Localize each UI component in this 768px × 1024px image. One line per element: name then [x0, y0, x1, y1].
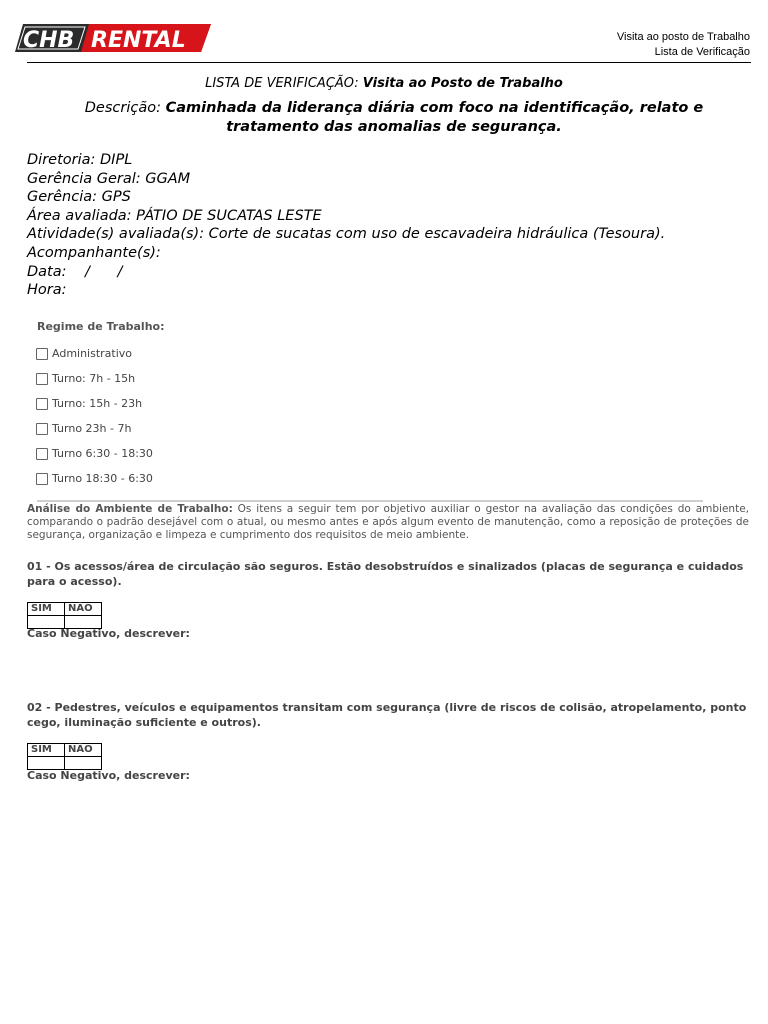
- checkbox[interactable]: [36, 423, 48, 435]
- regime-title: Regime de Trabalho:: [37, 320, 165, 333]
- regime-option-turno-1830-630[interactable]: [36, 466, 153, 491]
- analysis-heading: Análise do Ambiente de Trabalho:: [27, 503, 233, 515]
- data-field[interactable]: Data: / /: [27, 263, 123, 280]
- regime-option-turno-15-23[interactable]: [36, 391, 153, 416]
- question-02: 02 - Pedestres, veículos e equipamentos transitam com segurança (livre de riscos de colisão, atropelamento, ponto cego, iluminação suficiente e outros).: [27, 701, 747, 729]
- page-title: [0, 76, 768, 91]
- info-block: [27, 151, 747, 300]
- area-avaliada: Área avaliada: PÁTIO DE SUCATAS LESTE: [27, 207, 322, 224]
- caso-negativo-01: Caso Negativo, descrever:: [27, 627, 190, 640]
- yes-no-table-01: [27, 602, 102, 629]
- sim-header: SIM: [28, 744, 65, 757]
- hora-field[interactable]: Hora:: [27, 282, 67, 299]
- regime-option-label: Turno 23h - 7h: [52, 422, 132, 435]
- atividade-avaliada: Atividade(s) avaliada(s): Corte de sucatas com uso de escavadeira hidráulica (Tesoura).: [27, 226, 666, 243]
- checkbox[interactable]: [36, 398, 48, 410]
- analysis-text: Os itens a seguir tem por objetivo auxiliar o gestor na avaliação das condições do ambiente, comparando o padrão desejável com o atual, ou mesmo antes e após algum evento de manutenção, como a reposição de proteções de segurança, organização e limpeza e cumprimento dos requisitos de meio ambiente.: [27, 503, 749, 541]
- svg-text:RENTAL: RENTAL: [91, 28, 186, 53]
- analysis-paragraph: [27, 503, 749, 542]
- regime-option-label: Turno 18:30 - 6:30: [52, 472, 153, 485]
- svg-text:CHB: CHB: [23, 28, 75, 53]
- checkbox[interactable]: [36, 373, 48, 385]
- checkbox[interactable]: [36, 473, 48, 485]
- regime-option-label: Turno: 15h - 23h: [52, 397, 143, 410]
- question-01: 01 - Os acessos/área de circulação são seguros. Estão desobstruídos e sinalizados (placas de segurança e cuidados para o acesso).: [27, 560, 744, 588]
- diretoria: Diretoria: DIPL: [27, 152, 133, 168]
- gerencia-geral: Gerência Geral: GGAM: [27, 170, 191, 187]
- yes-no-table-02: [27, 743, 102, 770]
- header-divider: [27, 62, 751, 63]
- header-line-2: Lista de Verificação: [654, 46, 750, 58]
- regime-option-turno-23-7[interactable]: [36, 416, 153, 441]
- regime-option-turno-7-15[interactable]: [36, 366, 153, 391]
- regime-option-label: Turno 6:30 - 18:30: [52, 447, 153, 460]
- header-line-1: Visita ao posto de Trabalho: [616, 31, 750, 43]
- section-divider: [37, 500, 703, 502]
- description-text: Caminhada da liderança diária com foco na identificação, relato e tratamento das anomalias de segurança.: [165, 100, 704, 135]
- caso-negativo-02: Caso Negativo, descrever:: [27, 769, 190, 782]
- sim-header: SIM: [28, 603, 65, 616]
- regime-option-administrativo[interactable]: [36, 341, 153, 366]
- checkbox[interactable]: [36, 448, 48, 460]
- regime-options: [36, 341, 153, 491]
- acompanhante-field[interactable]: Acompanhante(s):: [27, 244, 161, 261]
- description: [40, 99, 748, 137]
- nao-header: NÃO: [65, 603, 102, 616]
- header-info: [617, 30, 750, 60]
- checkbox[interactable]: [36, 348, 48, 360]
- regime-option-label: Turno: 7h - 15h: [52, 372, 136, 385]
- chb-rental-logo: [15, 22, 215, 54]
- gerencia: Gerência: GPS: [27, 189, 131, 206]
- regime-option-turno-630-1830[interactable]: [36, 441, 153, 466]
- title-bold: Visita ao Posto de Trabalho: [362, 76, 563, 91]
- sim-cell[interactable]: [28, 757, 65, 770]
- description-prefix: Descrição:: [84, 100, 166, 116]
- nao-header: NÃO: [65, 744, 102, 757]
- nao-cell[interactable]: [65, 757, 102, 770]
- title-prefix: LISTA DE VERIFICAÇÃO:: [205, 76, 363, 91]
- regime-option-label: Administrativo: [52, 347, 133, 360]
